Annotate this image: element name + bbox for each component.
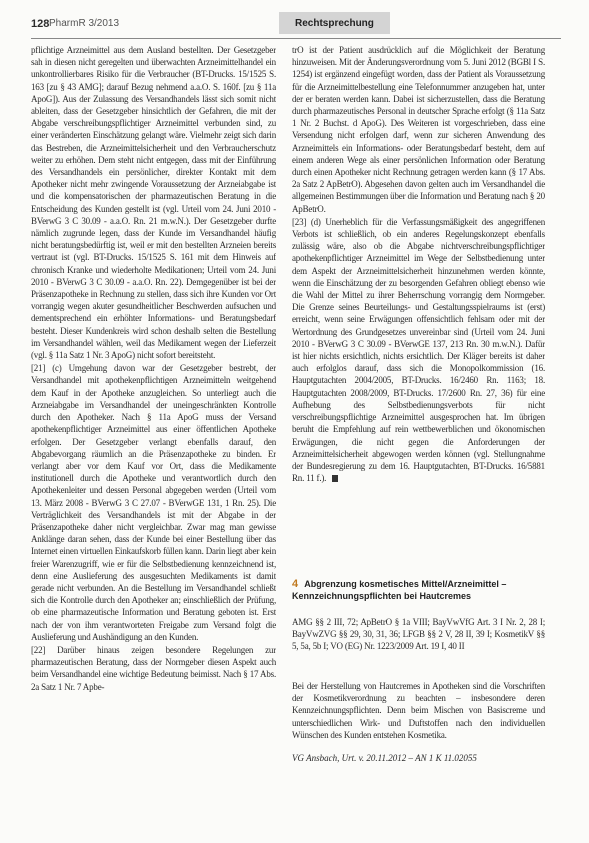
- page-header: [31, 10, 561, 40]
- section-title: Abgrenzung kosmetisches Mittel/Arzneimittel – Kennzeichnungspflichten bei Hautcremes: [292, 579, 507, 601]
- section-tab: Rechtsprechung: [279, 12, 390, 34]
- section-number: 4: [292, 578, 299, 590]
- paragraph: [22] Darüber hinaus zeigen besondere Regelungen zur pharmazeutischen Beratung, dass der Normgeber diesen Aspekt auch beim Versandhandel eine wichtige Bedeutung beimisst. Nach § 17 Abs. 2a Satz 1 Nr. 7 Apbe-: [31, 644, 276, 692]
- page-number: 128: [31, 18, 50, 30]
- header-rule: [31, 38, 561, 39]
- paragraph-text: [23] (d) Unerheblich für die Verfassungsmäßigkeit des angegriffenen Verbots ist schließlich, ob ein anderes Regelungskonzept ebenfalls zulässig wäre, also ob die Abgabe nichtverschreibungspflichtiger apothekenpflichtiger Arzneimittel im Wege der Selbstbedienung unter dem Aspekt der Arzneimittelsicherheit hinzunehmen werden könnte, wenn die Einschätzung der zu besorgenden Gefahren obliegt ebenso wie die Wahl der Mittel zu ihrer Beherrschung vorrangig dem Normgeber. Die Grenze seines Beurteilungs- und Gestaltungsspielraums ist (erst) erreicht, wenn seine Erwägungen offensichtlich fehlsam oder mit der Wertordnung des Grundgesetzes unvereinbar sind (Urteil vom 24. Juni 2010 - BVerwG 3 C 30.09 - BVerwGE 137, 213 Rn. 30 m.w.N.). Dafür ist hier nichts ersichtlich, nichts ersichtlich. Der Kläger bereits ist daher auch erfolglos darauf, dass sich die Monopolkommission (16. Hauptgutachten 2004/2005, BT-Drucks. 16/2460 Rn. 1163; 18. Hauptgutachten 2008/2009, BT-Drucks. 17/2600 Rn. 27, 36) für eine Aufhebung des Selbstbedienungsverbots für nicht verschreibungspflichtige Arzneimittel ausgesprochen hat. Im übrigen beruht die Empfehlung auf rein wettbewerblichen und ökonomischen Erwägungen, die nicht gegen die Anforderungen der Arzneimittelsicherheit abgewogen werden können (vgl. Stellungnahme der Bundesregierung zu dem 16. Hauptgutachten, BT-Drucks. 16/5881 Rn. 11 f.).: [292, 216, 545, 484]
- journal-reference: PharmR 3/2013: [49, 18, 120, 29]
- lead-paragraph: Bei der Herstellung von Hautcremes in Apotheken sind die Vorschriften der Kosmetikverordnung zu beachten – insbesondere deren Kennzeichnungspflichten. Denn beim Mischen von Basiscreme und unterschiedlichen Wirk- und Duftstoffen nach den individuellen Wünschen des Kunden entstehen Kosmetika.: [292, 681, 545, 740]
- paragraph: pflichtige Arzneimittel aus dem Ausland bestellten. Der Gesetzgeber sah in diesen nicht geregelten und überwachten Arzneimittelhandel ein unkontrollierbares Risiko für die Verbraucher (BT-Drucks. 15/1525 S. 163 [zu § 43 AMG]; darauf Bezug nehmend a.a.O. S. 160f. [zu § 11a ApoG]). Aus der Zulassung des Versandhandels lässt sich somit nicht ableiten, dass der Gesetzgeber hinsichtlich der Gefahren, die mit der Abgabe verschreibungspflichtiger Arzneimittel verbunden sind, zu einer veränderten Einschätzung gelangt wäre. Vielmehr zeigt sich darin das Bestreben, die Arzneimittelsicherheit und den Verbraucherschutz weiter zu erhöhen. Dem steht nicht entgegen, dass mit der Einführung des Versandhandels ein persönlicher, direkter Kontakt mit dem Apotheker nicht mehr zwingende Voraussetzung der Arzneiabgabe ist und die kompensatorischen der pharmazeutischen Beratung in die Entscheidung des Kunden gestellt ist (vgl. Urteil vom 24. Juni 2010 - BVerwG 3 C 30.09 - a.a.O. Rn. 21 m.w.N.). Der Gesetzgeber durfte nämlich zugrunde legen, dass der Kunde im Versandhandel häufig nicht beratungsbedürftig ist, weil er mit den bestellten Arzneien bereits vertraut ist (vgl. BT-Drucks. 15/1525 S. 161 mit dem Hinweis auf chronisch Kranke und wiederholte Medikationen; Urteil vom 24. Juni 2010 - BVerwG 3 C 30.09 - a.a.O. Rn. 22). Demgegenüber ist bei der Präsenzapotheke in Rechnung zu stellen, dass sich ihre Kunden vor Ort vorrangig wegen akuter gesundheitlicher Beschwerden aufsuchen und dementsprechend ein erhöhter Informations- und Beratungsbedarf besteht. Dieser Kundenkreis wird schon deshalb selten die Bestellung im Versandhandel wählen, weil das Medikament wegen der Lieferzeit (vgl. § 11a Satz 1 Nr. 3 ApoG) nicht sofort bereitsteht.: [31, 45, 276, 361]
- left-column: [31, 44, 276, 834]
- paragraph: [292, 216, 545, 484]
- end-of-article-mark: [332, 475, 338, 482]
- court-citation: VG Ansbach, Urt. v. 20.11.2012 – AN 1 K 11.02055: [292, 753, 477, 763]
- paragraph: trO ist der Patient ausdrücklich auf die Möglichkeit der Beratung hinzuweisen. Mit der Änderungsverordnung vom 5. Juni 2012 (BGBl I S. 1254) ist ergänzend eingefügt worden, dass der Patient als Voraussetzung für die Arzneimittelbestellung eine Telefonnummer anzugeben hat, unter der er beraten werden kann. Dabei ist sicherzustellen, dass die Beratung durch pharmazeutisches Personal in deutscher Sprache erfolgt (§ 11a Satz 1 Nr. 2 Buchst. d ApoG). Des Weiteren ist vorgeschrieben, dass eine Versendung nicht erfolgen darf, wenn zur sicheren Anwendung des Arzneimittels ein Informations- oder Beratungsbedarf besteht, dem auf einem anderen Wege als einer persönlichen Information oder Beratung durch einen Apotheker nicht Rechnung getragen werden kann (§ 17 Abs. 2a Satz 2 ApBetrO). Abgesehen davon gelten auch im Versandhandel die allgemeinen Bestimmungen über die Information und Beratung nach § 20 ApBetrO.: [292, 45, 545, 214]
- right-column: [292, 44, 545, 574]
- section-heading: [292, 578, 545, 602]
- paragraph: [21] (c) Umgehung davon war der Gesetzgeber bestrebt, der Versandhandel mit apothekenpflichtigen Arzneimitteln weitgehend dem Kauf in der Apotheke anzugleichen. So unterliegt auch die Arzneiabgabe im Versandhandel der uneingeschränkten Kontrolle durch den Apotheker. Nach § 11a ApoG muss der Versand apothekenpflichtiger Arzneimittel aus einer öffentlichen Apotheke erfolgen. Der Gesetzgeber verlangt ebenfalls darauf, den Abgabevorgang räumlich an die Präsenzapotheke zu binden. Er verlangt aber vor dem Kauf vor Ort, dass die Medikamente institutionell durch die Apotheke und verantwortlich durch den Apothekenleiter und dessen Personal abgegeben werden (Urteil vom 13. März 2008 - BVerwG 3 C 27.07 - BVerwGE 131, 1 Rn. 25). Die Verträglichkeit des Versandhandels ist mit der Abgabe in der Präsenzapotheke daher nicht vergleichbar. Zwar mag man gewisse Anklänge daran sehen, dass der Kunde bei einer Bestellung über das Internet einen virtuellen Einkaufskorb füllen kann. Darin liegt aber kein freier Warenzugriff, wie er für die Selbstbedienung kennzeichnend ist, denn eine Auslieferung des ausgesuchten Medikaments ist damit gerade nicht verbunden. An die Bestellung im Versandhandel schließt sich die Kontrolle durch den Apotheker an; einschließlich der Prüfung, ob eine pharmazeutische Information und Beratung geboten ist. Erst nach der von ihm verantworteten Freigabe zum Versand folgt die Auslieferung und Aushändigung an den Kunden.: [31, 363, 276, 642]
- norms-list: AMG §§ 2 III, 72; ApBetrO § 1a VIII; BayVwVfG Art. 3 I Nr. 2, 28 I; BayVwZVG §§ 29, 30, 31, 36; LFGB §§ 2 V, 28 II, 39 I; KosmetikV §§ 5, 5a, 5b I; VO (EG) Nr. 1223/2009 Art. 19 I, 40 II: [292, 617, 545, 652]
